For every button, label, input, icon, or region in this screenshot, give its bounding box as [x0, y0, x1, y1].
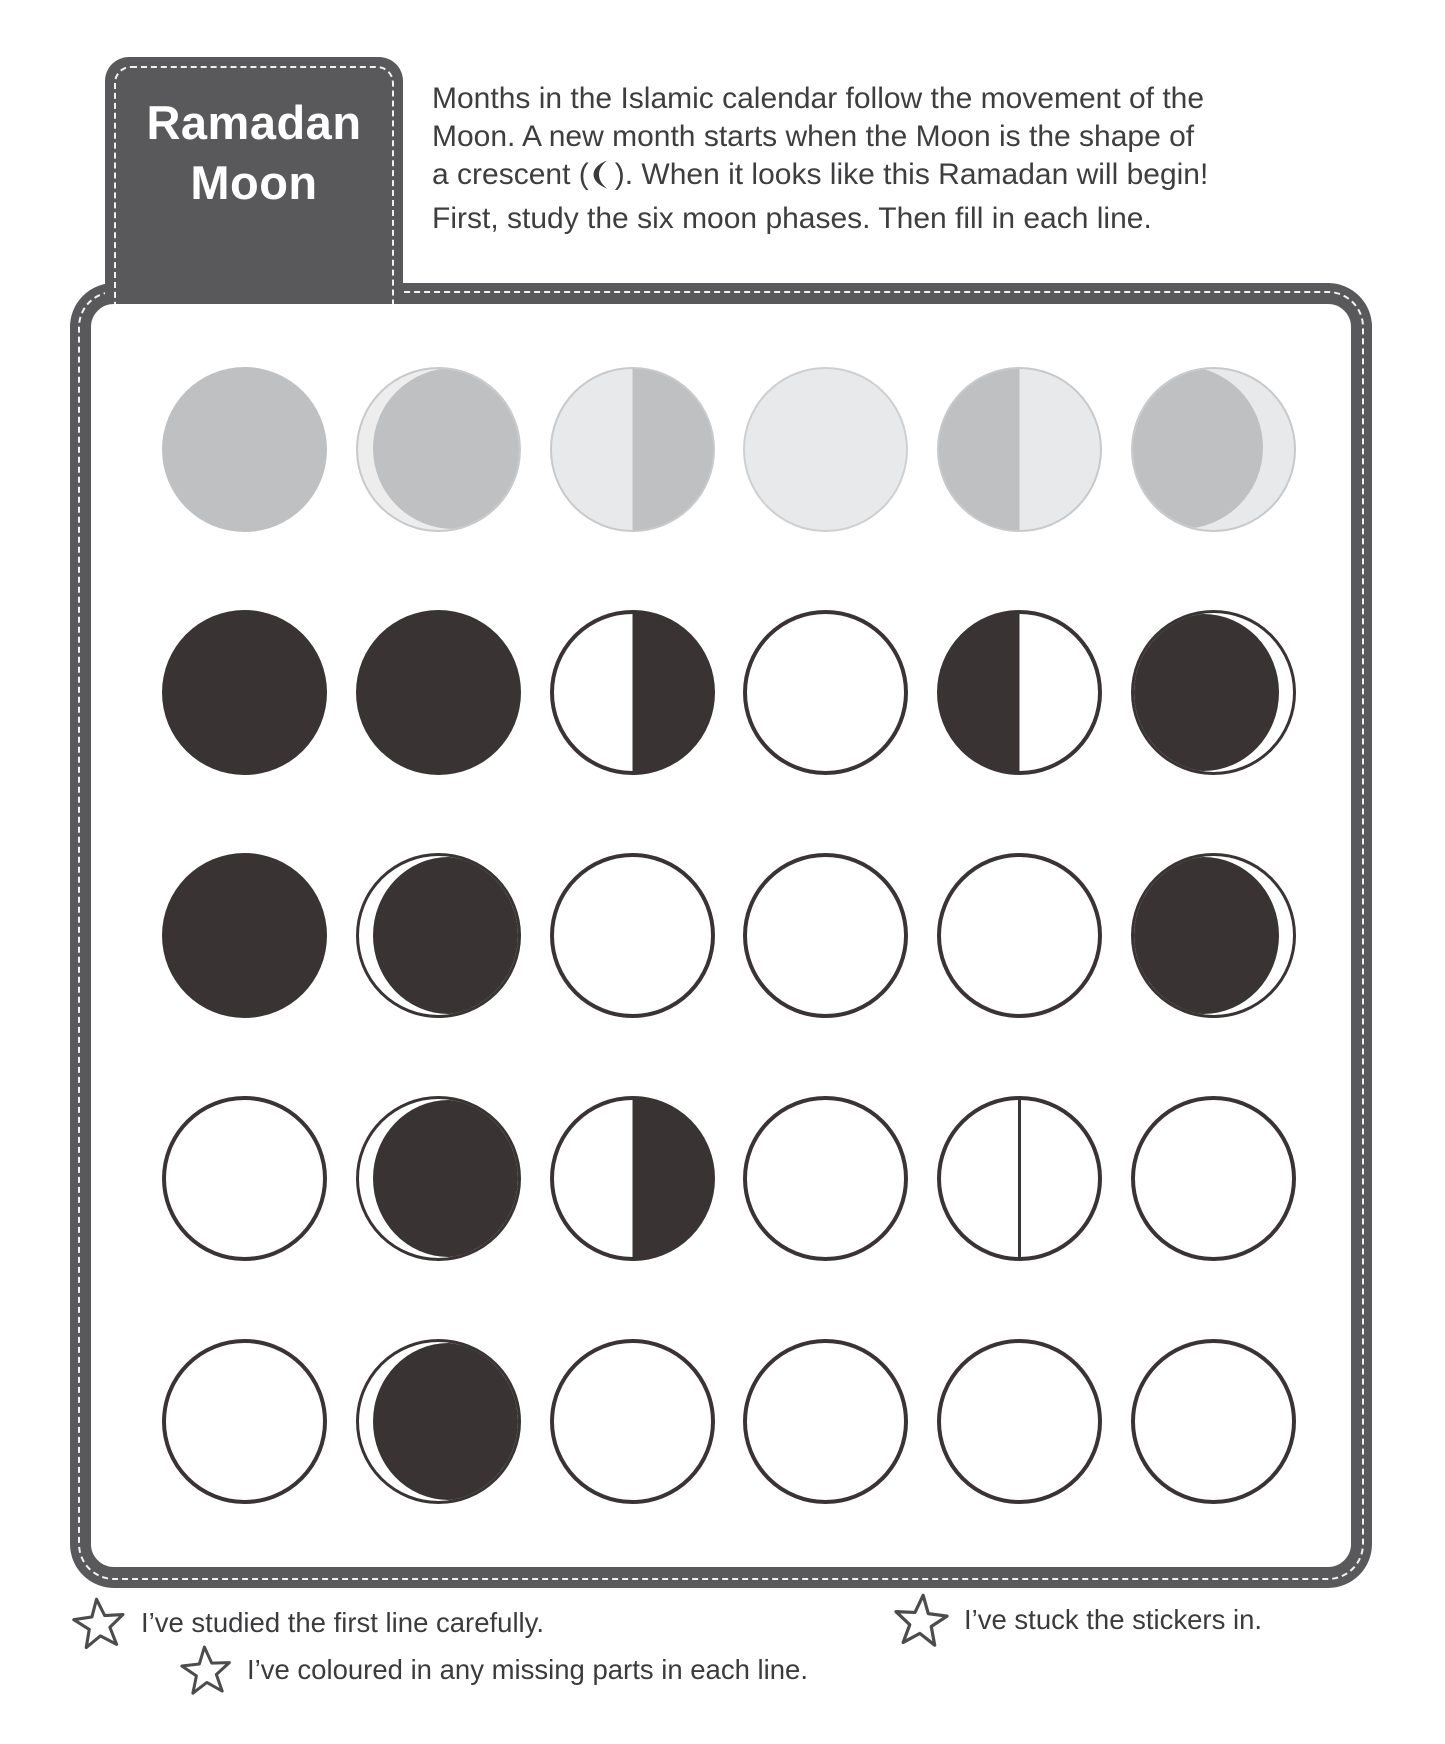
moon-dark-empty[interactable] — [743, 853, 908, 1018]
instructions-line3-pre: a crescent ( — [432, 158, 589, 191]
star-outline-icon[interactable] — [69, 1594, 128, 1651]
moon-dark-divided[interactable] — [937, 1096, 1102, 1261]
moon-dark-first-quarter[interactable] — [550, 1096, 715, 1261]
star-outline-icon[interactable] — [178, 1643, 233, 1697]
moon-dark-new-moon[interactable] — [162, 610, 327, 775]
moon-dark-last-quarter[interactable] — [937, 610, 1102, 775]
moon-gray-full-moon — [743, 367, 908, 532]
moon-row — [162, 853, 1296, 1018]
moon-row — [162, 1339, 1296, 1504]
moon-gray-last-quarter — [937, 367, 1102, 532]
moon-phases-panel — [70, 283, 1372, 1588]
moon-grid — [91, 304, 1351, 1567]
moon-dark-empty[interactable] — [162, 1339, 327, 1504]
moon-dark-waxing-crescent[interactable] — [356, 853, 521, 1018]
checklist-label: I’ve coloured in any missing parts in each line. — [247, 1654, 808, 1685]
instructions-line1: Months in the Islamic calendar follow the movement of the — [432, 82, 1205, 115]
moon-row — [162, 367, 1296, 532]
instructions-text — [432, 80, 1397, 238]
moon-dark-empty[interactable] — [550, 1339, 715, 1504]
title-tab — [105, 57, 403, 304]
moon-gray-new-moon — [162, 367, 327, 532]
moon-dark-empty[interactable] — [1131, 1096, 1296, 1261]
moon-dark-empty[interactable] — [937, 1339, 1102, 1504]
moon-dark-empty[interactable] — [743, 610, 908, 775]
moon-gray-first-quarter — [550, 367, 715, 532]
checklist-label: I’ve stuck the stickers in. — [964, 1604, 1263, 1635]
instructions-line4: First, study the six moon phases. Then fill in each line. — [432, 202, 1152, 235]
instructions-line3-post: ). When it looks like this Ramadan will begin! — [614, 158, 1209, 191]
checklist-label: I’ve studied the first line carefully. — [141, 1607, 545, 1638]
star-outline-icon[interactable] — [891, 1591, 951, 1650]
crescent-moon-icon — [592, 159, 612, 200]
page-title — [105, 93, 403, 213]
page-title-line1: Ramadan — [146, 96, 362, 149]
instructions-line2: Moon. A new month starts when the Moon is the shape of — [432, 120, 1195, 153]
moon-dark-new-moon[interactable] — [162, 853, 327, 1018]
moon-dark-empty[interactable] — [937, 853, 1102, 1018]
moon-dark-empty[interactable] — [162, 1096, 327, 1261]
moon-dark-new-moon[interactable] — [356, 610, 521, 775]
moon-dark-empty[interactable] — [743, 1339, 908, 1504]
moon-gray-waxing-crescent — [356, 367, 521, 532]
page-title-line2: Moon — [190, 156, 318, 209]
checklist-item-stickers — [893, 1593, 1262, 1647]
moon-dark-waxing-crescent[interactable] — [356, 1096, 521, 1261]
checklist-item-coloured — [180, 1645, 808, 1695]
moon-dark-first-quarter[interactable] — [550, 610, 715, 775]
moon-gray-waning-crescent — [1131, 367, 1296, 532]
moon-dark-empty[interactable] — [550, 853, 715, 1018]
moon-dark-empty[interactable] — [743, 1096, 908, 1261]
moon-row — [162, 1096, 1296, 1261]
moon-dark-empty[interactable] — [1131, 1339, 1296, 1504]
moon-dark-waning-crescent[interactable] — [1131, 610, 1296, 775]
checklist-item-studied — [72, 1597, 544, 1649]
moon-dark-waxing-crescent[interactable] — [356, 1339, 521, 1504]
moon-dark-waning-crescent[interactable] — [1131, 853, 1296, 1018]
moon-row — [162, 610, 1296, 775]
